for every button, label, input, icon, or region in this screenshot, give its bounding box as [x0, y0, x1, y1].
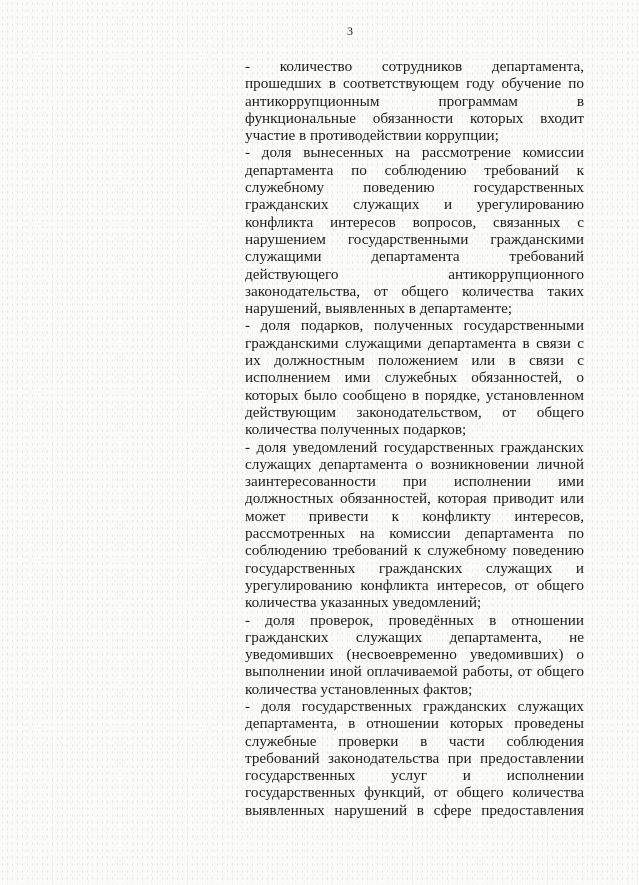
text-line: - доля государственных гражданских служащих	[245, 697, 584, 715]
text-line: - доля подарков, полученных государственными	[245, 317, 584, 335]
paragraph	[245, 58, 584, 144]
text-line: требований законодательства при предоставлении	[245, 749, 584, 767]
text-line: служебному поведению государственных	[245, 179, 584, 197]
paragraph	[245, 439, 584, 612]
text-line: нарушений, выявленных в департаменте;	[245, 300, 513, 318]
text-line: служащих департамента о возникновении личной	[245, 455, 584, 473]
text-line: урегулированию конфликта интересов, от общего	[245, 576, 584, 594]
document-body	[245, 58, 584, 819]
text-line: государственных услуг и исполнении	[245, 767, 584, 785]
paragraph	[245, 144, 584, 317]
text-line: должностных обязанностей, которая приводит или	[245, 490, 584, 508]
text-line: служащими департамента требований	[245, 248, 584, 266]
text-line: законодательства, от общего количества таких	[245, 282, 584, 300]
text-line: действующего антикоррупционного	[245, 265, 584, 283]
text-line: соблюдению требований к служебному поведению	[245, 542, 584, 560]
paragraph	[245, 612, 584, 698]
text-line: участие в противодействии коррупции;	[245, 127, 499, 145]
text-line: департамента, в отношении которых проведены	[245, 715, 584, 733]
text-line: - доля вынесенных на рассмотрение комиссии	[245, 144, 584, 162]
text-line: нарушением государственными гражданскими	[245, 230, 584, 248]
text-line: конфликта интересов вопросов, связанных с	[245, 213, 584, 231]
text-line: - доля уведомлений государственных гражданских	[245, 438, 584, 456]
text-line: выполнении иной оплачиваемой работы, от общего	[245, 663, 584, 681]
text-line: государственных функций, от общего количества	[245, 784, 584, 802]
text-line: гражданских служащих и урегулированию	[245, 196, 584, 214]
text-line: функциональные обязанности которых входит	[245, 109, 584, 127]
text-line: гражданскими служащими департамента в связи с	[245, 334, 584, 352]
paragraph	[245, 698, 584, 819]
text-line: рассмотренных на комиссии департамента по	[245, 525, 584, 543]
text-line: количества указанных уведомлений;	[245, 594, 482, 612]
text-line: действующим законодательством, от общего	[245, 403, 584, 421]
text-line: их должностным положением или в связи с	[245, 352, 584, 370]
text-line: заинтересованности при исполнении ими	[245, 473, 584, 491]
text-line: может привести к конфликту интересов,	[245, 507, 584, 525]
text-line: - доля проверок, проведённых в отношении	[245, 611, 584, 629]
text-line: государственных гражданских служащих и	[245, 559, 584, 577]
text-line: служебные проверки в части соблюдения	[245, 732, 584, 750]
text-line: департамента по соблюдению требований к	[245, 161, 584, 179]
text-line: антикоррупционным программам в	[245, 92, 584, 110]
text-line: которых было сообщено в порядке, установленном	[245, 386, 584, 404]
text-line: гражданских служащих департамента, не	[245, 628, 584, 646]
text-line: прошедших в соответствующем году обучение по	[245, 75, 584, 93]
text-line: уведомивших (несвоевременно уведомивших) о	[245, 646, 584, 664]
text-line: выявленных нарушений в сфере предоставления	[245, 801, 584, 819]
text-line: количества установленных фактов;	[245, 680, 473, 698]
page-number: 3	[347, 24, 353, 38]
text-line: исполнением ими служебных обязанностей, о	[245, 369, 584, 387]
paragraph	[245, 317, 584, 438]
text-line: количества полученных подарков;	[245, 421, 467, 439]
text-line: - количество сотрудников департамента,	[245, 58, 584, 75]
